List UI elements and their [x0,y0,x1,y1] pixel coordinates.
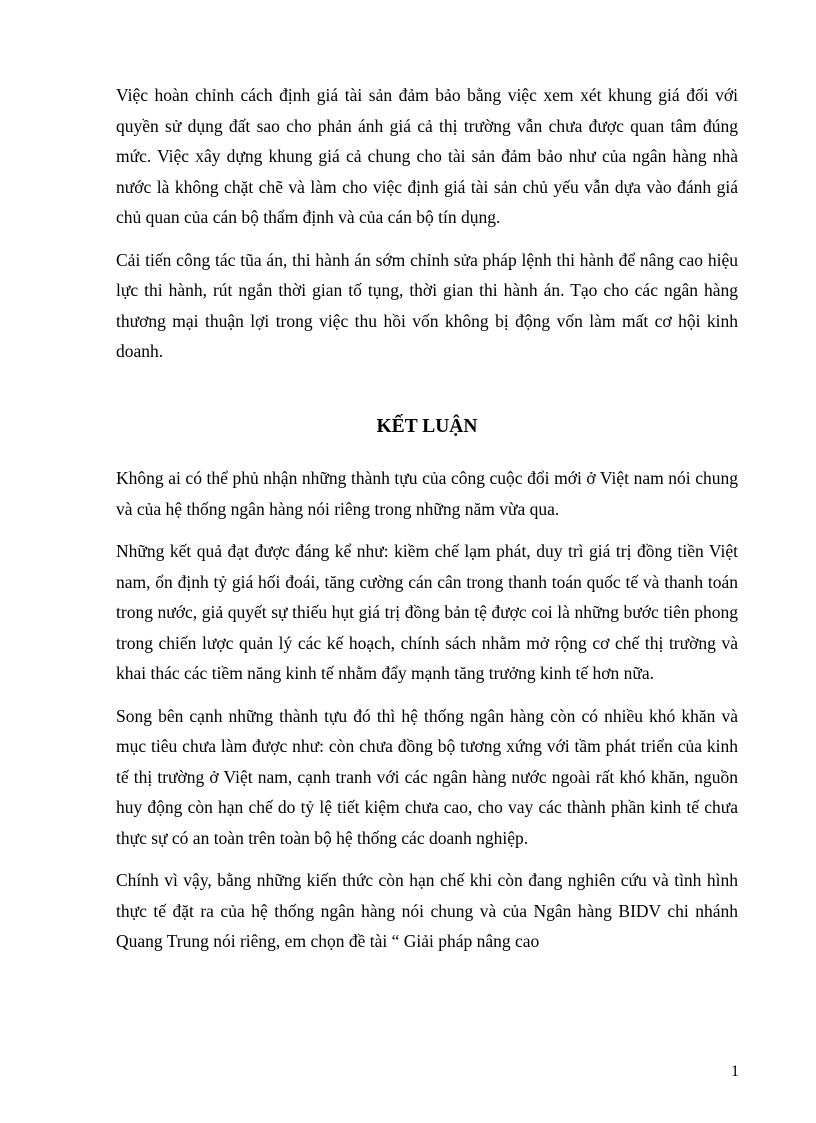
paragraph-court-reform: Cải tiến công tác tũa án, thi hành án sớm chỉnh sửa pháp lệnh thi hành để nâng cao hiệu lực thi hành, rút ngắn thời gian tố tụng, thời gian thi hành án. Tạo cho các ngân hàng thương mại thuận lợi trong việc thu hồi vốn không bị động vốn làm mất cơ hội kinh doanh. [116,249,738,361]
paragraph-asset-valuation: Việc hoàn chỉnh cách định giá tài sản đảm bảo bằng việc xem xét khung giá đối với quyền sử dụng đất sao cho phản ánh giá cả thị trường vẫn chưa được quan tâm đúng mức. Việc xây dựng khung giá cả chung cho tài sản đảm bảo như của ngân hàng nhà nước là không chặt chẽ và làm cho việc định giá tài sản chủ yếu vẫn dựa vào đánh giá chủ quan của cán bộ thẩm định và của cán bộ tín dụng. [116,85,738,227]
conclusion-section [116,463,738,957]
paragraph-challenges: Song bên cạnh những thành tựu đó thì hệ thống ngân hàng còn có nhiều khó khăn và mục tiêu chưa làm được như: còn chưa đồng bộ tương xứng với tầm phát triển của kinh tế thị trường ở Việt nam, cạnh tranh với các ngân hàng nước ngoài rất khó khăn, nguồn huy động còn hạn chế do tỷ lệ tiết kiệm chưa cao, cho vay các thành phần kinh tế chưa thực sự có an toàn trên toàn bộ hệ thống các doanh nghiệp. [116,705,738,848]
paragraph-topic-choice: Chính vì vậy, bằng những kiến thức còn hạn chế khi còn đang nghiên cứu và tình hình thực tế đặt ra của hệ thống ngân hàng nói chung và của Ngân hàng BIDV chi nhánh Quang Trung nói riêng, em chọn đề tài “ Giải pháp nâng cao [116,870,738,951]
conclusion-heading: KẾT LUẬN [376,416,478,437]
paragraph-achievements: Không ai có thể phủ nhận những thành tựu của công cuộc đổi mới ở Việt nam nói chung và của hệ thống ngân hàng nói riêng trong những năm vừa qua. [116,468,738,519]
intro-section [116,80,738,367]
page-number: 1 [731,1063,739,1080]
paragraph-results: Những kết quả đạt được đáng kể như: kiềm chế lạm phát, duy trì giá trị đồng tiền Việt nam, ổn định tỷ giá hối đoái, tăng cường cán cân trong thanh toán quốc tế và thanh toán trong nước, giả quyết sự thiếu hụt giá trị đồng bản tệ được coi là những bước tiên phong trong chiến lược quản lý các kế hoạch, chính sách nhằm mở rộng cơ chế thị trường và khai thác các tiềm năng kinh tế nhằm đẩy mạnh tăng trưởng kinh tế hơn nữa. [116,541,738,683]
